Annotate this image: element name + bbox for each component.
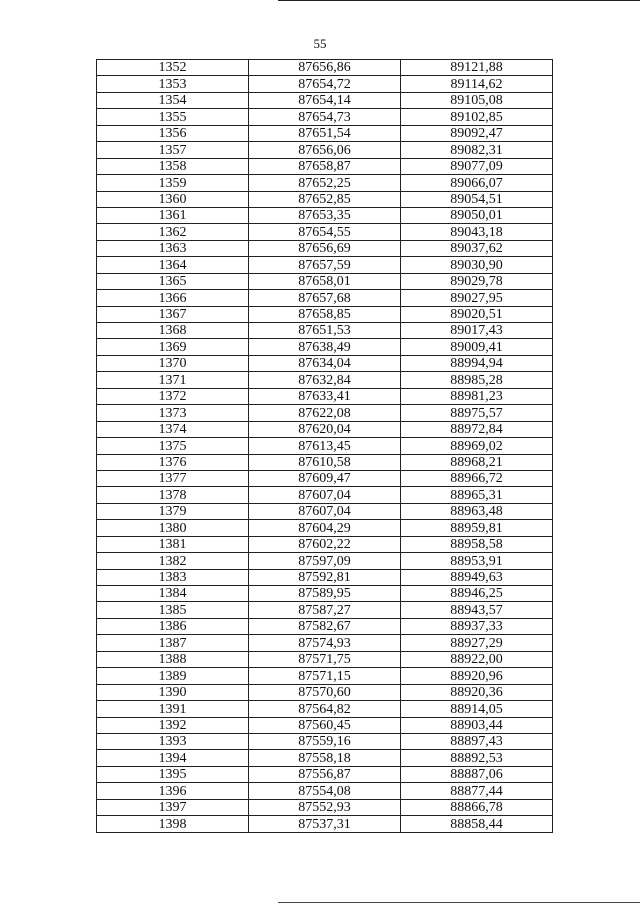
table-row [97,816,553,832]
point-number-cell: 1384 [97,586,249,602]
x-coordinate-cell: 87558,18 [249,750,401,766]
table-row [97,372,553,388]
x-coordinate-cell: 87582,67 [249,618,401,634]
point-number-cell: 1353 [97,76,249,92]
x-coordinate-cell: 87634,04 [249,355,401,371]
table-row [97,323,553,339]
table-row [97,421,553,437]
point-number-cell: 1361 [97,207,249,223]
y-coordinate-cell: 89037,62 [401,240,553,256]
y-coordinate-cell: 89077,09 [401,158,553,174]
x-coordinate-cell: 87633,41 [249,388,401,404]
table-row [97,536,553,552]
table-row [97,92,553,108]
point-number-cell: 1377 [97,470,249,486]
table-row [97,109,553,125]
y-coordinate-cell: 89082,31 [401,142,553,158]
table-row [97,290,553,306]
point-number-cell: 1396 [97,783,249,799]
y-coordinate-cell: 89027,95 [401,290,553,306]
y-coordinate-cell: 89043,18 [401,224,553,240]
point-number-cell: 1360 [97,191,249,207]
point-number-cell: 1366 [97,290,249,306]
table-row [97,454,553,470]
point-number-cell: 1378 [97,487,249,503]
point-number-cell: 1390 [97,684,249,700]
y-coordinate-cell: 88994,94 [401,355,553,371]
table-row [97,651,553,667]
x-coordinate-cell: 87587,27 [249,602,401,618]
point-number-cell: 1357 [97,142,249,158]
x-coordinate-cell: 87651,54 [249,125,401,141]
y-coordinate-cell: 88985,28 [401,372,553,388]
x-coordinate-cell: 87658,01 [249,273,401,289]
point-number-cell: 1355 [97,109,249,125]
point-number-cell: 1375 [97,438,249,454]
x-coordinate-cell: 87613,45 [249,438,401,454]
table-row [97,618,553,634]
x-coordinate-cell: 87556,87 [249,766,401,782]
point-number-cell: 1358 [97,158,249,174]
point-number-cell: 1387 [97,635,249,651]
point-number-cell: 1381 [97,536,249,552]
y-coordinate-cell: 88897,43 [401,733,553,749]
x-coordinate-cell: 87638,49 [249,339,401,355]
table-row [97,273,553,289]
x-coordinate-cell: 87654,55 [249,224,401,240]
point-number-cell: 1395 [97,766,249,782]
y-coordinate-cell: 88920,96 [401,668,553,684]
table-row [97,240,553,256]
x-coordinate-cell: 87560,45 [249,717,401,733]
y-coordinate-cell: 89029,78 [401,273,553,289]
table-row [97,586,553,602]
point-number-cell: 1373 [97,405,249,421]
point-number-cell: 1394 [97,750,249,766]
x-coordinate-cell: 87574,93 [249,635,401,651]
x-coordinate-cell: 87604,29 [249,520,401,536]
point-number-cell: 1374 [97,421,249,437]
y-coordinate-cell: 88892,53 [401,750,553,766]
table-row [97,470,553,486]
table-row [97,158,553,174]
y-coordinate-cell: 88903,44 [401,717,553,733]
table-row [97,339,553,355]
x-coordinate-cell: 87651,53 [249,323,401,339]
x-coordinate-cell: 87537,31 [249,816,401,832]
x-coordinate-cell: 87607,04 [249,503,401,519]
point-number-cell: 1379 [97,503,249,519]
point-number-cell: 1376 [97,454,249,470]
y-coordinate-cell: 88858,44 [401,816,553,832]
y-coordinate-cell: 88914,05 [401,701,553,717]
x-coordinate-cell: 87554,08 [249,783,401,799]
y-coordinate-cell: 88966,72 [401,470,553,486]
point-number-cell: 1352 [97,60,249,76]
point-number-cell: 1364 [97,257,249,273]
y-coordinate-cell: 89050,01 [401,207,553,223]
y-coordinate-cell: 88920,36 [401,684,553,700]
top-border-line [278,0,640,1]
x-coordinate-cell: 87589,95 [249,586,401,602]
point-number-cell: 1362 [97,224,249,240]
table-row [97,684,553,700]
table-row [97,224,553,240]
y-coordinate-cell: 88969,02 [401,438,553,454]
y-coordinate-cell: 88965,31 [401,487,553,503]
point-number-cell: 1392 [97,717,249,733]
y-coordinate-cell: 89054,51 [401,191,553,207]
point-number-cell: 1372 [97,388,249,404]
x-coordinate-cell: 87609,47 [249,470,401,486]
point-number-cell: 1380 [97,520,249,536]
y-coordinate-cell: 88968,21 [401,454,553,470]
point-number-cell: 1368 [97,323,249,339]
y-coordinate-cell: 88866,78 [401,799,553,815]
point-number-cell: 1386 [97,618,249,634]
y-coordinate-cell: 89017,43 [401,323,553,339]
point-number-cell: 1371 [97,372,249,388]
table-row [97,405,553,421]
point-number-cell: 1359 [97,175,249,191]
table-row [97,553,553,569]
point-number-cell: 1382 [97,553,249,569]
y-coordinate-cell: 88937,33 [401,618,553,634]
point-number-cell: 1354 [97,92,249,108]
page-number: 55 [313,36,327,51]
y-coordinate-cell: 88877,44 [401,783,553,799]
y-coordinate-cell: 88959,81 [401,520,553,536]
y-coordinate-cell: 88953,91 [401,553,553,569]
table-row [97,799,553,815]
y-coordinate-cell: 89092,47 [401,125,553,141]
y-coordinate-cell: 88927,29 [401,635,553,651]
x-coordinate-cell: 87570,60 [249,684,401,700]
y-coordinate-cell: 89066,07 [401,175,553,191]
table-row [97,487,553,503]
y-coordinate-cell: 88963,48 [401,503,553,519]
coordinates-table-body [97,60,553,833]
x-coordinate-cell: 87622,08 [249,405,401,421]
y-coordinate-cell: 88943,57 [401,602,553,618]
x-coordinate-cell: 87656,69 [249,240,401,256]
coordinates-table [96,59,553,833]
table-row [97,520,553,536]
point-number-cell: 1370 [97,355,249,371]
x-coordinate-cell: 87552,93 [249,799,401,815]
x-coordinate-cell: 87607,04 [249,487,401,503]
x-coordinate-cell: 87657,68 [249,290,401,306]
x-coordinate-cell: 87652,85 [249,191,401,207]
x-coordinate-cell: 87653,35 [249,207,401,223]
y-coordinate-cell: 88887,06 [401,766,553,782]
table-row [97,207,553,223]
table-row [97,306,553,322]
y-coordinate-cell: 89105,08 [401,92,553,108]
y-coordinate-cell: 88975,57 [401,405,553,421]
table-row [97,191,553,207]
table-row [97,717,553,733]
table-row [97,733,553,749]
y-coordinate-cell: 88981,23 [401,388,553,404]
table-row [97,388,553,404]
x-coordinate-cell: 87654,73 [249,109,401,125]
x-coordinate-cell: 87656,86 [249,60,401,76]
x-coordinate-cell: 87657,59 [249,257,401,273]
point-number-cell: 1389 [97,668,249,684]
x-coordinate-cell: 87620,04 [249,421,401,437]
x-coordinate-cell: 87658,85 [249,306,401,322]
table-row [97,750,553,766]
x-coordinate-cell: 87652,25 [249,175,401,191]
point-number-cell: 1356 [97,125,249,141]
y-coordinate-cell: 88922,00 [401,651,553,667]
point-number-cell: 1397 [97,799,249,815]
table-row [97,60,553,76]
table-row [97,602,553,618]
table-row [97,125,553,141]
table-row [97,355,553,371]
y-coordinate-cell: 89020,51 [401,306,553,322]
x-coordinate-cell: 87571,15 [249,668,401,684]
x-coordinate-cell: 87610,58 [249,454,401,470]
table-row [97,635,553,651]
point-number-cell: 1398 [97,816,249,832]
y-coordinate-cell: 89009,41 [401,339,553,355]
x-coordinate-cell: 87571,75 [249,651,401,667]
x-coordinate-cell: 87597,09 [249,553,401,569]
table-row [97,701,553,717]
x-coordinate-cell: 87632,84 [249,372,401,388]
y-coordinate-cell: 88949,63 [401,569,553,585]
table-row [97,503,553,519]
table-row [97,438,553,454]
y-coordinate-cell: 88972,84 [401,421,553,437]
x-coordinate-cell: 87654,14 [249,92,401,108]
y-coordinate-cell: 89121,88 [401,60,553,76]
x-coordinate-cell: 87592,81 [249,569,401,585]
x-coordinate-cell: 87564,82 [249,701,401,717]
point-number-cell: 1385 [97,602,249,618]
point-number-cell: 1391 [97,701,249,717]
table-row [97,766,553,782]
y-coordinate-cell: 89030,90 [401,257,553,273]
table-row [97,175,553,191]
y-coordinate-cell: 89114,62 [401,76,553,92]
table-row [97,668,553,684]
x-coordinate-cell: 87559,16 [249,733,401,749]
table-row [97,76,553,92]
point-number-cell: 1383 [97,569,249,585]
point-number-cell: 1365 [97,273,249,289]
point-number-cell: 1388 [97,651,249,667]
y-coordinate-cell: 89102,85 [401,109,553,125]
x-coordinate-cell: 87656,06 [249,142,401,158]
point-number-cell: 1393 [97,733,249,749]
table-row [97,783,553,799]
y-coordinate-cell: 88958,58 [401,536,553,552]
point-number-cell: 1363 [97,240,249,256]
table-row [97,569,553,585]
x-coordinate-cell: 87658,87 [249,158,401,174]
table-row [97,142,553,158]
point-number-cell: 1367 [97,306,249,322]
x-coordinate-cell: 87602,22 [249,536,401,552]
y-coordinate-cell: 88946,25 [401,586,553,602]
point-number-cell: 1369 [97,339,249,355]
table-row [97,257,553,273]
x-coordinate-cell: 87654,72 [249,76,401,92]
bottom-border-line [278,902,640,903]
